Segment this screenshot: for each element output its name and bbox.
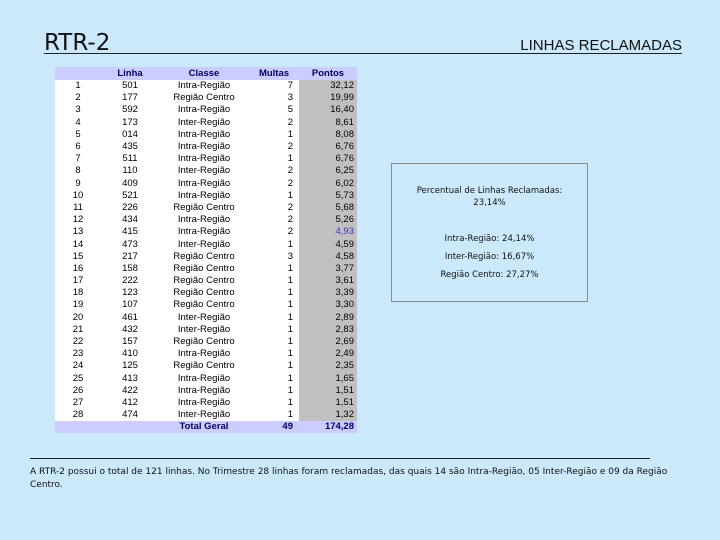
col-header-classe: Classe xyxy=(159,67,249,80)
row-multas: 1 xyxy=(249,360,299,372)
row-index: 5 xyxy=(55,129,101,141)
row-classe: Intra-Região xyxy=(159,348,249,360)
row-multas: 1 xyxy=(249,312,299,324)
total-row xyxy=(55,421,357,433)
row-classe: Intra-Região xyxy=(159,373,249,385)
percentage-summary xyxy=(392,185,587,209)
row-classe: Região Centro xyxy=(159,287,249,299)
intra-percentage: Intra-Região: 24,14% xyxy=(444,234,535,244)
row-index: 15 xyxy=(55,251,101,263)
table-row xyxy=(55,153,357,165)
total-pontos: 174,28 xyxy=(299,421,357,433)
row-classe: Intra-Região xyxy=(159,80,249,92)
row-multas: 2 xyxy=(249,165,299,177)
row-index: 3 xyxy=(55,104,101,116)
row-index: 28 xyxy=(55,409,101,421)
total-empty-cell xyxy=(55,421,101,433)
row-linha: 435 xyxy=(101,141,159,153)
row-pontos: 32,12 xyxy=(299,80,357,92)
row-linha: 173 xyxy=(101,117,159,129)
row-pontos: 6,76 xyxy=(299,153,357,165)
row-index: 22 xyxy=(55,336,101,348)
row-linha: 521 xyxy=(101,190,159,202)
row-index: 9 xyxy=(55,178,101,190)
row-index: 2 xyxy=(55,92,101,104)
row-linha: 125 xyxy=(101,360,159,372)
table-row xyxy=(55,117,357,129)
row-classe: Intra-Região xyxy=(159,190,249,202)
table-row xyxy=(55,360,357,372)
row-linha: 461 xyxy=(101,312,159,324)
table-row xyxy=(55,238,357,250)
row-linha: 474 xyxy=(101,409,159,421)
row-classe: Região Centro xyxy=(159,275,249,287)
footer-note: A RTR-2 possui o total de 121 linhas. No Trimestre 28 linhas foram reclamadas, das quais 14 são Intra-Região, 05 Inter-Região e 09 da Região Centro. xyxy=(30,467,668,490)
row-linha: 501 xyxy=(101,80,159,92)
row-linha: 110 xyxy=(101,165,159,177)
row-linha: 412 xyxy=(101,397,159,409)
row-linha: 123 xyxy=(101,287,159,299)
row-pontos: 3,61 xyxy=(299,275,357,287)
row-multas: 1 xyxy=(249,299,299,311)
table-row xyxy=(55,312,357,324)
row-multas: 2 xyxy=(249,202,299,214)
table-header-row xyxy=(55,67,357,80)
row-classe: Inter-Região xyxy=(159,165,249,177)
row-multas: 5 xyxy=(249,104,299,116)
row-multas: 2 xyxy=(249,214,299,226)
row-linha: 222 xyxy=(101,275,159,287)
col-header-index xyxy=(55,67,101,80)
row-classe: Intra-Região xyxy=(159,226,249,238)
row-classe: Região Centro xyxy=(159,251,249,263)
row-multas: 1 xyxy=(249,190,299,202)
row-index: 24 xyxy=(55,360,101,372)
row-classe: Região Centro xyxy=(159,92,249,104)
row-pontos: 4,59 xyxy=(299,238,357,250)
row-linha: 432 xyxy=(101,324,159,336)
row-multas: 1 xyxy=(249,373,299,385)
row-linha: 014 xyxy=(101,129,159,141)
row-linha: 217 xyxy=(101,251,159,263)
row-classe: Intra-Região xyxy=(159,385,249,397)
row-linha: 511 xyxy=(101,153,159,165)
row-classe: Inter-Região xyxy=(159,238,249,250)
table-row xyxy=(55,214,357,226)
row-multas: 3 xyxy=(249,92,299,104)
row-classe: Região Centro xyxy=(159,202,249,214)
row-linha: 473 xyxy=(101,238,159,250)
row-index: 17 xyxy=(55,275,101,287)
row-multas: 7 xyxy=(249,80,299,92)
row-pontos: 4,93 xyxy=(299,226,357,238)
row-pontos: 3,39 xyxy=(299,287,357,299)
row-pontos: 6,02 xyxy=(299,178,357,190)
row-linha: 413 xyxy=(101,373,159,385)
table-row xyxy=(55,165,357,177)
row-pontos: 4,58 xyxy=(299,251,357,263)
table-row xyxy=(55,299,357,311)
row-index: 16 xyxy=(55,263,101,275)
table-row xyxy=(55,324,357,336)
row-classe: Intra-Região xyxy=(159,178,249,190)
table-row xyxy=(55,287,357,299)
percentage-panel xyxy=(391,163,588,302)
row-multas: 1 xyxy=(249,275,299,287)
table-row xyxy=(55,336,357,348)
title-underline xyxy=(44,53,682,54)
table-row xyxy=(55,80,357,92)
footer-separator xyxy=(30,458,650,459)
row-classe: Inter-Região xyxy=(159,312,249,324)
row-multas: 3 xyxy=(249,251,299,263)
row-index: 7 xyxy=(55,153,101,165)
col-header-multas: Multas xyxy=(249,67,299,80)
row-pontos: 2,49 xyxy=(299,348,357,360)
centro-percentage: Região Centro: 27,27% xyxy=(440,270,539,280)
row-pontos: 1,51 xyxy=(299,385,357,397)
row-index: 18 xyxy=(55,287,101,299)
row-pontos: 2,89 xyxy=(299,312,357,324)
row-index: 21 xyxy=(55,324,101,336)
row-multas: 2 xyxy=(249,117,299,129)
row-multas: 1 xyxy=(249,153,299,165)
row-linha: 422 xyxy=(101,385,159,397)
table-row xyxy=(55,202,357,214)
row-classe: Região Centro xyxy=(159,336,249,348)
row-classe: Região Centro xyxy=(159,299,249,311)
row-index: 23 xyxy=(55,348,101,360)
row-multas: 1 xyxy=(249,238,299,250)
row-classe: Intra-Região xyxy=(159,214,249,226)
percentage-value: 23,14% xyxy=(473,198,506,208)
row-classe: Intra-Região xyxy=(159,153,249,165)
row-multas: 2 xyxy=(249,141,299,153)
table-row xyxy=(55,348,357,360)
table-row xyxy=(55,409,357,421)
percentage-label: Percentual de Linhas Reclamadas: xyxy=(416,186,563,196)
row-pontos: 3,30 xyxy=(299,299,357,311)
row-multas: 1 xyxy=(249,287,299,299)
row-classe: Inter-Região xyxy=(159,409,249,421)
row-pontos: 3,77 xyxy=(299,263,357,275)
row-linha: 409 xyxy=(101,178,159,190)
table-row xyxy=(55,263,357,275)
total-label: Total Geral xyxy=(159,421,249,433)
row-pontos: 2,35 xyxy=(299,360,357,372)
row-index: 12 xyxy=(55,214,101,226)
complaints-table xyxy=(55,67,357,433)
row-multas: 1 xyxy=(249,409,299,421)
row-classe: Intra-Região xyxy=(159,397,249,409)
row-index: 25 xyxy=(55,373,101,385)
row-index: 20 xyxy=(55,312,101,324)
table-row xyxy=(55,275,357,287)
row-multas: 1 xyxy=(249,324,299,336)
row-linha: 226 xyxy=(101,202,159,214)
row-pontos: 6,25 xyxy=(299,165,357,177)
row-index: 6 xyxy=(55,141,101,153)
row-pontos: 1,65 xyxy=(299,373,357,385)
row-multas: 1 xyxy=(249,263,299,275)
total-multas: 49 xyxy=(249,421,299,433)
row-linha: 592 xyxy=(101,104,159,116)
row-pontos: 8,61 xyxy=(299,117,357,129)
total-empty-cell xyxy=(101,421,159,433)
row-classe: Intra-Região xyxy=(159,129,249,141)
row-index: 4 xyxy=(55,117,101,129)
row-pontos: 16,40 xyxy=(299,104,357,116)
row-multas: 1 xyxy=(249,129,299,141)
row-classe: Intra-Região xyxy=(159,104,249,116)
row-index: 8 xyxy=(55,165,101,177)
row-classe: Intra-Região xyxy=(159,141,249,153)
row-linha: 177 xyxy=(101,92,159,104)
table-row xyxy=(55,251,357,263)
row-pontos: 5,68 xyxy=(299,202,357,214)
table-row xyxy=(55,373,357,385)
row-pontos: 8,08 xyxy=(299,129,357,141)
section-title: LINHAS RECLAMADAS xyxy=(520,37,682,54)
row-index: 19 xyxy=(55,299,101,311)
row-multas: 1 xyxy=(249,385,299,397)
row-linha: 157 xyxy=(101,336,159,348)
page-title: RTR-2 xyxy=(44,30,111,56)
row-multas: 1 xyxy=(249,397,299,409)
row-multas: 1 xyxy=(249,348,299,360)
table-row xyxy=(55,385,357,397)
row-linha: 107 xyxy=(101,299,159,311)
table-row xyxy=(55,104,357,116)
row-index: 26 xyxy=(55,385,101,397)
table-row xyxy=(55,92,357,104)
row-linha: 434 xyxy=(101,214,159,226)
row-linha: 410 xyxy=(101,348,159,360)
col-header-linha: Linha xyxy=(101,67,159,80)
row-multas: 2 xyxy=(249,226,299,238)
row-index: 11 xyxy=(55,202,101,214)
inter-percentage: Inter-Região: 16,67% xyxy=(444,252,535,262)
row-pontos: 2,83 xyxy=(299,324,357,336)
row-linha: 158 xyxy=(101,263,159,275)
table-row xyxy=(55,129,357,141)
col-header-pontos: Pontos xyxy=(299,67,357,80)
row-pontos: 6,76 xyxy=(299,141,357,153)
row-pontos: 5,26 xyxy=(299,214,357,226)
row-index: 10 xyxy=(55,190,101,202)
row-classe: Inter-Região xyxy=(159,117,249,129)
row-multas: 1 xyxy=(249,336,299,348)
row-classe: Região Centro xyxy=(159,263,249,275)
row-pontos: 1,51 xyxy=(299,397,357,409)
table-row xyxy=(55,141,357,153)
row-pontos: 1,32 xyxy=(299,409,357,421)
row-index: 13 xyxy=(55,226,101,238)
row-index: 14 xyxy=(55,238,101,250)
row-pontos: 5,73 xyxy=(299,190,357,202)
row-classe: Região Centro xyxy=(159,360,249,372)
row-multas: 2 xyxy=(249,178,299,190)
row-linha: 415 xyxy=(101,226,159,238)
table-row xyxy=(55,397,357,409)
table-row xyxy=(55,190,357,202)
row-pontos: 2,69 xyxy=(299,336,357,348)
row-index: 1 xyxy=(55,80,101,92)
row-index: 27 xyxy=(55,397,101,409)
table-row xyxy=(55,226,357,238)
table-row xyxy=(55,178,357,190)
row-classe: Inter-Região xyxy=(159,324,249,336)
row-pontos: 19,99 xyxy=(299,92,357,104)
